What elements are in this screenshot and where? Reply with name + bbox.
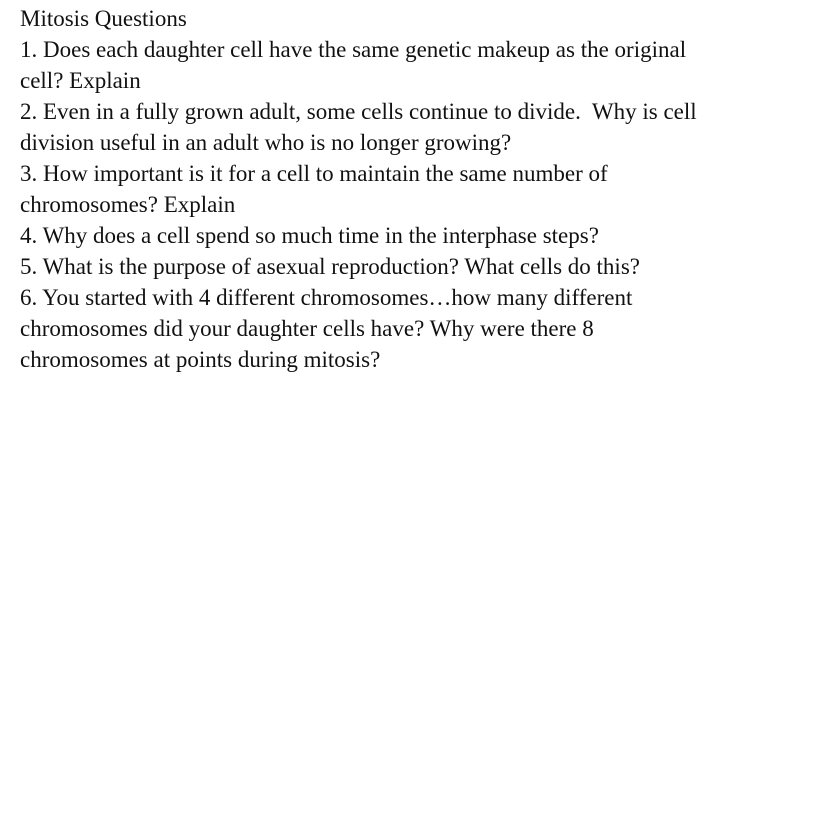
question-list: [20, 3, 820, 375]
question-3-line-2: chromosomes? Explain: [20, 192, 236, 217]
question-4: [20, 220, 820, 251]
question-3: [20, 158, 820, 220]
question-5-line-1: 5. What is the purpose of asexual reproduction? What cells do this?: [20, 254, 640, 279]
question-6-line-1: 6. You started with 4 different chromosomes…how many different: [20, 285, 633, 310]
question-6-line-2: chromosomes did your daughter cells have? Why were there 8: [20, 316, 594, 341]
page-title: Mitosis Questions: [20, 6, 187, 31]
question-2-line-1: 2. Even in a fully grown adult, some cells continue to divide. Why is cell: [20, 99, 697, 124]
question-6-line-3: chromosomes at points during mitosis?: [20, 347, 381, 372]
question-6: [20, 282, 820, 375]
question-3-line-1: 3. How important is it for a cell to maintain the same number of: [20, 161, 608, 186]
question-1: [20, 34, 820, 96]
question-2: [20, 96, 820, 158]
question-4-line-1: 4. Why does a cell spend so much time in the interphase steps?: [20, 223, 599, 248]
question-1-line-1: 1. Does each daughter cell have the same genetic makeup as the original: [20, 37, 687, 62]
question-2-line-2: division useful in an adult who is no longer growing?: [20, 130, 512, 155]
question-5: [20, 251, 820, 282]
question-1-line-2: cell? Explain: [20, 68, 141, 93]
